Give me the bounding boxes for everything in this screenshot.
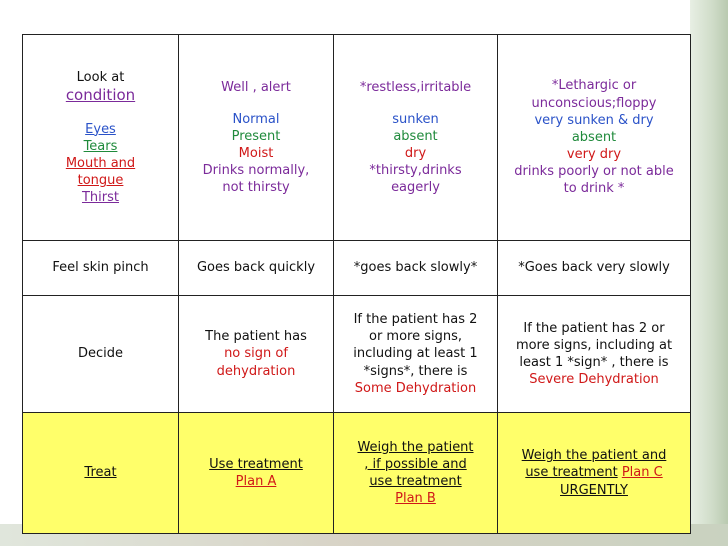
condition-row	[23, 35, 691, 241]
treat-label-cell	[23, 413, 179, 534]
restless-status: *restless,irritable	[359, 79, 472, 95]
lethargic-status-2: unconscious;floppy	[531, 95, 657, 111]
decide-no-dehydration-cell	[179, 296, 334, 413]
treat-plan-b-cell	[334, 413, 498, 534]
well-thirst-1: Drinks normally,	[202, 163, 310, 179]
well-eyes: Normal	[232, 111, 280, 127]
mouth-label: Mouth and	[65, 155, 136, 171]
lethargic-status-1: *Lethargic or	[551, 78, 637, 94]
restless-eyes: sunken	[392, 111, 439, 127]
skin-pinch-row	[23, 241, 691, 296]
decide-c3-line3: least 1 *sign* , there is	[519, 355, 669, 370]
decide-c1-line2: no sign of	[224, 346, 288, 362]
treat-c3-line2-wrap	[501, 464, 687, 481]
restless-mouth: dry	[404, 146, 427, 161]
decide-c2-line3: including at least 1	[353, 346, 478, 362]
right-background-strip	[690, 0, 728, 546]
decide-c2-line4: *signs*, there is	[363, 363, 468, 379]
condition-label-cell	[23, 35, 179, 241]
lethargic-mouth: very dry	[566, 147, 622, 163]
well-thirst-2: not thirsty	[222, 180, 290, 196]
skin-pinch-well: Goes back quickly	[179, 241, 334, 296]
restless-thirst-2: eagerly	[391, 180, 440, 196]
decide-c3-line4: Severe Dehydration	[529, 372, 659, 388]
treat-row	[23, 413, 691, 534]
decide-c3-line1: If the patient has 2 or	[523, 320, 665, 336]
restless-thirst-1: *thirsty,drinks	[369, 163, 462, 179]
well-status: Well , alert	[221, 79, 291, 95]
lethargic-thirst-2: to drink *	[563, 181, 625, 197]
restless-cell	[334, 35, 498, 241]
well-mouth: Moist	[238, 146, 274, 161]
plan-a-link: Plan A	[235, 474, 277, 489]
decide-c1-line1: The patient has	[205, 329, 307, 345]
dehydration-assessment-table	[22, 34, 691, 534]
condition-label: condition	[65, 85, 136, 104]
thirst-label: Thirst	[81, 190, 119, 206]
eyes-label: Eyes	[85, 121, 116, 137]
plan-b-link: Plan B	[395, 491, 436, 507]
treat-c3-urgently: URGENTLY	[560, 482, 628, 498]
treat-c3-line1: Weigh the patient and	[521, 448, 667, 464]
decide-label: Decide	[23, 296, 179, 413]
treat-c2-line2: , if possible and	[364, 456, 467, 472]
decide-c2-line5: Some Dehydration	[354, 380, 477, 396]
treat-c2-line3: use treatment	[369, 474, 462, 489]
skin-pinch-label: Feel skin pinch	[23, 241, 179, 296]
treat-plan-c-cell	[498, 413, 691, 534]
decide-c2-line2: or more signs,	[368, 329, 463, 345]
treat-c2-line1: Weigh the patient	[357, 439, 474, 455]
tongue-label: tongue	[77, 173, 124, 189]
decide-some-dehydration-cell	[334, 296, 498, 413]
skin-pinch-severe: *Goes back very slowly	[498, 241, 691, 296]
decide-c3-line2: more signs, including at	[515, 337, 673, 353]
treat-label: Treat	[84, 465, 117, 481]
decide-c1-line3: dehydration	[216, 363, 296, 379]
lethargic-eyes: very sunken & dry	[534, 112, 654, 128]
treat-plan-a-cell	[179, 413, 334, 534]
treat-c3-line2: use treatment	[525, 465, 618, 481]
treat-c1-line1: Use treatment	[209, 456, 303, 472]
lethargic-cell	[498, 35, 691, 241]
well-cell	[179, 35, 334, 241]
lethargic-thirst-1: drinks poorly or not able	[514, 164, 674, 180]
tears-label: Tears	[83, 138, 118, 154]
look-at-label: Look at	[76, 69, 125, 85]
decide-row	[23, 296, 691, 413]
lethargic-tears: absent	[571, 129, 617, 145]
skin-pinch-some: *goes back slowly*	[334, 241, 498, 296]
decide-severe-dehydration-cell	[498, 296, 691, 413]
restless-tears: absent	[393, 128, 438, 144]
plan-c-link: Plan C	[621, 465, 663, 481]
decide-c2-line1: If the patient has 2	[353, 312, 478, 328]
well-tears: Present	[231, 128, 281, 144]
